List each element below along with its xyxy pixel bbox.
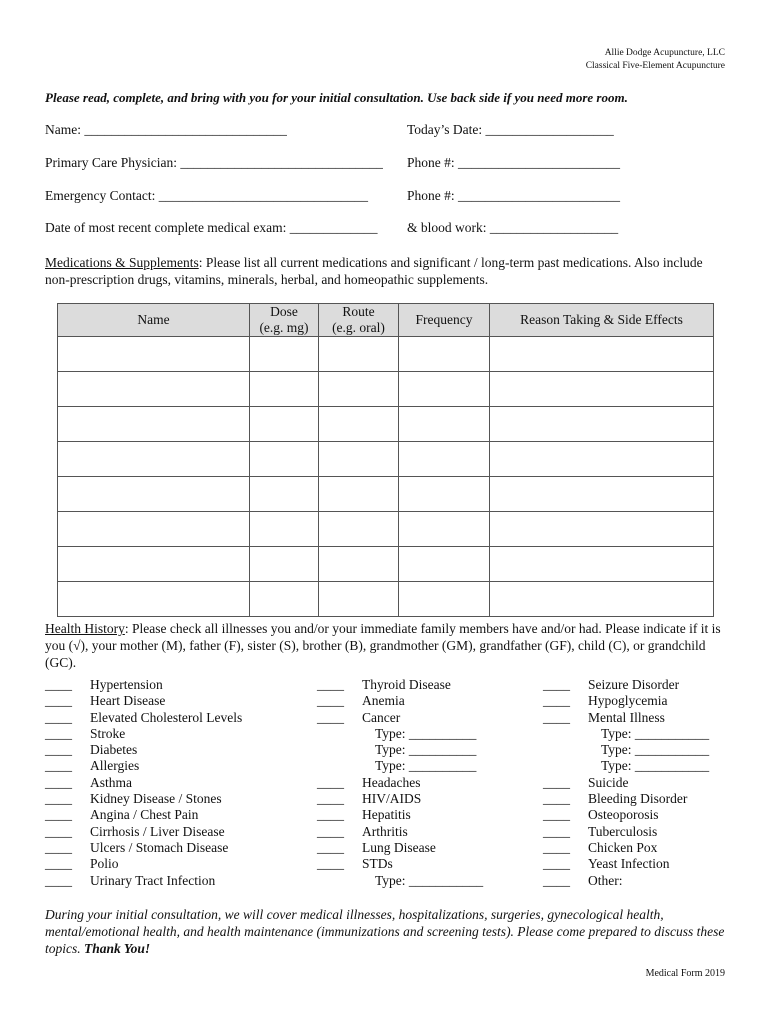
checkbox-blank[interactable]: ____ (543, 709, 570, 725)
history-label[interactable]: Type: __________ (375, 725, 477, 741)
cell-reason[interactable] (490, 442, 714, 477)
medications-text: : Please list all current medications and significant / long-term past medications. Also include non-prescription drugs, vitamins, minerals, herbal, and homeopathic supplements. (45, 255, 703, 287)
cell-dose[interactable] (250, 477, 319, 512)
history-intro (45, 620, 725, 671)
history-label: Kidney Disease / Stones (90, 791, 222, 807)
footer-note (45, 906, 735, 957)
col-dose (250, 304, 319, 337)
medications-table (57, 303, 714, 617)
col-dose-label: Dose (270, 304, 298, 319)
history-label: Yeast Infection (588, 856, 670, 872)
history-label: Lung Disease (362, 839, 436, 855)
cell-name[interactable] (58, 407, 250, 442)
cell-route[interactable] (319, 372, 399, 407)
history-item (543, 791, 709, 807)
history-label: Chicken Pox (588, 839, 658, 855)
form-id: Medical Form 2019 (645, 968, 725, 979)
col-route-label: Route (342, 304, 375, 319)
checkbox-blank[interactable]: ____ (317, 693, 344, 709)
history-item (317, 758, 483, 774)
history-column-1 (45, 677, 242, 889)
cell-route[interactable] (319, 582, 399, 617)
history-item (543, 693, 709, 709)
history-heading: Health History (45, 621, 125, 636)
table-row (58, 372, 714, 407)
history-label: Allergies (90, 758, 140, 774)
checkbox-blank[interactable]: ____ (45, 725, 72, 741)
checkbox-blank[interactable]: ____ (543, 791, 570, 807)
table-row (58, 512, 714, 547)
table-row (58, 477, 714, 512)
history-item (45, 758, 242, 774)
cell-reason[interactable] (490, 477, 714, 512)
history-item (45, 742, 242, 758)
instructions: Please read, complete, and bring with you for your initial consultation. Use back side if you need more room. (45, 90, 628, 105)
table-row (58, 582, 714, 617)
history-label: Osteoporosis (588, 807, 659, 823)
emergency-phone-field[interactable]: Phone #: ________________________ (407, 188, 621, 203)
cell-dose[interactable] (250, 547, 319, 582)
name-field[interactable]: Name: ______________________________ (45, 122, 287, 137)
history-label: HIV/AIDS (362, 791, 422, 807)
checkbox-blank[interactable]: ____ (317, 774, 344, 790)
practice-subtitle: Classical Five-Element Acupuncture (585, 61, 725, 71)
history-item (543, 856, 709, 872)
footer-text: During your initial consultation, we will cover medical illnesses, hospitalizations, surgeries, gynecological health, mental/emotional health, and health maintenance (immunizations and screening tests). Please come prepared to discuss these topics. (45, 907, 725, 956)
history-label: Hepatitis (362, 807, 411, 823)
history-item (45, 873, 242, 889)
history-item (543, 840, 709, 856)
checkbox-blank[interactable]: ____ (317, 823, 344, 839)
history-item (543, 824, 709, 840)
cell-reason[interactable] (490, 337, 714, 372)
checkbox-blank[interactable]: ____ (543, 807, 570, 823)
checkbox-blank[interactable]: ____ (45, 774, 72, 790)
history-column-2 (317, 677, 483, 889)
history-item (543, 677, 709, 693)
checkbox-blank[interactable]: ____ (45, 872, 72, 888)
history-item (317, 824, 483, 840)
history-item (543, 726, 709, 742)
history-item (45, 693, 242, 709)
history-item (45, 807, 242, 823)
cell-name[interactable] (58, 512, 250, 547)
history-label: Cirrhosis / Liver Disease (90, 823, 225, 839)
emergency-contact-field[interactable]: Emergency Contact: _______________________________ (45, 188, 368, 203)
history-label: Angina / Chest Pain (90, 807, 199, 823)
history-label[interactable]: Type: __________ (375, 742, 477, 758)
history-item (543, 742, 709, 758)
checkbox-blank[interactable]: ____ (45, 856, 72, 872)
checkbox-blank[interactable]: ____ (45, 709, 72, 725)
history-item (45, 726, 242, 742)
medications-heading: Medications & Supplements (45, 255, 199, 270)
history-item (45, 824, 242, 840)
history-item (45, 677, 242, 693)
history-label: Arthritis (362, 823, 408, 839)
cell-dose[interactable] (250, 512, 319, 547)
checkbox-blank[interactable]: ____ (45, 839, 72, 855)
checkbox-blank[interactable]: ____ (543, 693, 570, 709)
history-item (543, 758, 709, 774)
checkbox-blank[interactable]: ____ (543, 677, 570, 692)
history-text: : Please check all illnesses you and/or your immediate family members have and/or had. Please indicate if it is you (√), your mother (M), father (F), sister (S), brother (B), grandmother (GM), grandfather (GF), child (C), or grandchild (GC). (45, 621, 721, 670)
cell-frequency[interactable] (399, 477, 490, 512)
cell-route[interactable] (319, 512, 399, 547)
history-label: Elevated Cholesterol Levels (90, 709, 243, 725)
history-label: Thyroid Disease (362, 677, 451, 692)
checkbox-blank[interactable]: ____ (317, 807, 344, 823)
medical-exam-field[interactable]: Date of most recent complete medical exam: _____________ (45, 220, 378, 235)
checkbox-blank[interactable]: ____ (45, 823, 72, 839)
col-name: Name (58, 304, 250, 337)
checkbox-blank[interactable]: ____ (543, 839, 570, 855)
history-item (45, 791, 242, 807)
history-label[interactable]: Type: ___________ (601, 742, 710, 758)
checkbox-blank[interactable]: ____ (543, 872, 570, 888)
history-item (317, 791, 483, 807)
history-item (317, 873, 483, 889)
checkbox-blank[interactable]: ____ (45, 791, 72, 807)
table-header-row (58, 304, 714, 337)
cell-frequency[interactable] (399, 337, 490, 372)
history-item (317, 677, 483, 693)
cell-frequency[interactable] (399, 547, 490, 582)
cell-route[interactable] (319, 477, 399, 512)
cell-route[interactable] (319, 442, 399, 477)
col-route (319, 304, 399, 337)
history-item (317, 710, 483, 726)
history-label: Seizure Disorder (588, 677, 680, 692)
history-label: Headaches (362, 774, 421, 790)
history-item (317, 742, 483, 758)
cell-name[interactable] (58, 582, 250, 617)
history-label: Suicide (588, 774, 629, 790)
cell-frequency[interactable] (399, 442, 490, 477)
history-label: Heart Disease (90, 693, 166, 709)
checkbox-blank[interactable]: ____ (317, 709, 344, 725)
history-label: Anemia (362, 693, 405, 709)
cell-route[interactable] (319, 547, 399, 582)
col-reason: Reason Taking & Side Effects (490, 304, 714, 337)
cell-name[interactable] (58, 372, 250, 407)
cell-frequency[interactable] (399, 582, 490, 617)
history-label[interactable]: Type: ___________ (601, 758, 710, 774)
checkbox-blank[interactable]: ____ (45, 758, 72, 774)
checkbox-blank[interactable]: ____ (45, 742, 72, 758)
medications-body (58, 337, 714, 617)
checkbox-blank[interactable]: ____ (45, 677, 72, 692)
practice-name: Allie Dodge Acupuncture, LLC (604, 48, 725, 58)
cell-reason[interactable] (490, 372, 714, 407)
history-label: Diabetes (90, 742, 138, 758)
history-item (317, 775, 483, 791)
history-label[interactable]: Type: ___________ (375, 872, 484, 888)
history-label: Bleeding Disorder (588, 791, 688, 807)
history-item (543, 807, 709, 823)
history-item (317, 693, 483, 709)
checkbox-blank[interactable]: ____ (317, 856, 344, 872)
cell-name[interactable] (58, 337, 250, 372)
history-item (45, 856, 242, 872)
cell-reason[interactable] (490, 512, 714, 547)
checkbox-blank[interactable]: ____ (543, 823, 570, 839)
history-label: Mental Illness (588, 709, 665, 725)
col-dose-sub: (e.g. mg) (259, 320, 309, 335)
history-item (317, 807, 483, 823)
table-row (58, 442, 714, 477)
history-label: Ulcers / Stomach Disease (90, 839, 229, 855)
history-label: Hypertension (90, 677, 163, 692)
cell-dose[interactable] (250, 337, 319, 372)
cell-dose[interactable] (250, 582, 319, 617)
cell-frequency[interactable] (399, 372, 490, 407)
col-route-sub: (e.g. oral) (332, 320, 385, 335)
cell-dose[interactable] (250, 407, 319, 442)
physician-field[interactable]: Primary Care Physician: ______________________________ (45, 155, 383, 170)
col-frequency: Frequency (399, 304, 490, 337)
history-column-3 (543, 677, 709, 889)
checkbox-blank[interactable]: ____ (543, 774, 570, 790)
todays-date-field[interactable]: Today’s Date: ___________________ (407, 122, 614, 137)
table-row (58, 547, 714, 582)
physician-phone-field[interactable]: Phone #: ________________________ (407, 155, 621, 170)
checkbox-blank[interactable]: ____ (45, 807, 72, 823)
history-label: Cancer (362, 709, 401, 725)
history-item (317, 856, 483, 872)
table-row (58, 337, 714, 372)
history-label: Urinary Tract Infection (90, 872, 216, 888)
cell-name[interactable] (58, 547, 250, 582)
history-label[interactable]: Type: __________ (375, 758, 477, 774)
history-item (317, 840, 483, 856)
history-label: Hypoglycemia (588, 693, 668, 709)
blood-work-field[interactable]: & blood work: ___________________ (407, 220, 619, 235)
history-item (45, 710, 242, 726)
history-label: Polio (90, 856, 119, 872)
history-label[interactable]: Type: ___________ (601, 725, 710, 741)
checkbox-blank[interactable]: ____ (45, 693, 72, 709)
cell-route[interactable] (319, 337, 399, 372)
checkbox-blank[interactable]: ____ (543, 856, 570, 872)
history-item (317, 726, 483, 742)
cell-frequency[interactable] (399, 407, 490, 442)
medications-intro (45, 254, 725, 288)
cell-route[interactable] (319, 407, 399, 442)
checkbox-blank[interactable]: ____ (317, 839, 344, 855)
cell-dose[interactable] (250, 442, 319, 477)
history-item (543, 710, 709, 726)
thank-you: Thank You! (84, 941, 151, 956)
cell-reason[interactable] (490, 582, 714, 617)
history-label: Other: (588, 872, 623, 888)
checkbox-blank[interactable]: ____ (317, 677, 344, 692)
practice-header (586, 47, 725, 73)
cell-frequency[interactable] (399, 512, 490, 547)
table-row (58, 407, 714, 442)
history-label: Tuberculosis (588, 823, 658, 839)
history-item (543, 775, 709, 791)
cell-name[interactable] (58, 477, 250, 512)
history-item (45, 840, 242, 856)
cell-reason[interactable] (490, 547, 714, 582)
checkbox-blank[interactable]: ____ (317, 791, 344, 807)
cell-dose[interactable] (250, 372, 319, 407)
cell-name[interactable] (58, 442, 250, 477)
history-item (543, 873, 709, 889)
history-label: Stroke (90, 725, 126, 741)
history-label: STDs (362, 856, 393, 872)
cell-reason[interactable] (490, 407, 714, 442)
history-item (45, 775, 242, 791)
history-label: Asthma (90, 774, 132, 790)
